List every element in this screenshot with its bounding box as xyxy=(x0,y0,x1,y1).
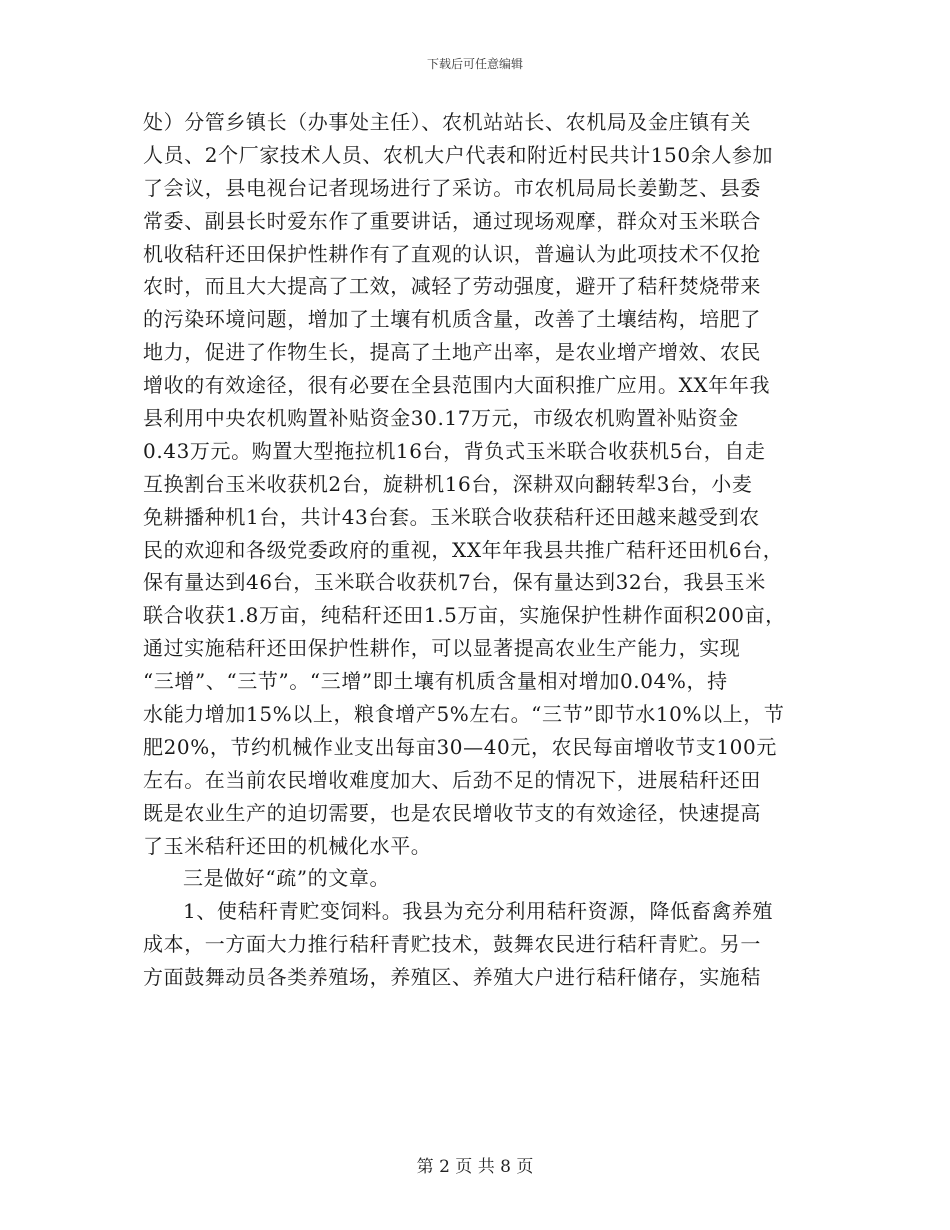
text-line: 互换割台玉米收获机2台，旋耕机16台，深耕双向翻转犁3台，小麦 xyxy=(143,471,753,496)
text-line: 联合收获1.8万亩，纯秸秆还田1.5万亩，实施保护性耕作面积200亩， xyxy=(143,603,786,628)
text-line: 了玉米秸秆还田的机械化水平。 xyxy=(143,833,432,858)
document-body xyxy=(143,106,828,994)
text-line: “三增”、“三节”。“三增”即土壤有机质含量相对增加0.04%，持 xyxy=(143,669,728,694)
page-header: 下载后可任意编辑 xyxy=(426,57,523,71)
paragraph-start-line: 三是做好“疏”的文章。 xyxy=(183,866,391,891)
page-number: 第 2 页 共 8 页 xyxy=(416,1157,534,1177)
text-line: 人员、2个厂家技术人员、农机大户代表和附近村民共计150余人参加 xyxy=(143,142,774,167)
text-line: 方面鼓舞动员各类养殖场，养殖区、养殖大户进行秸秆储存，实施秸 xyxy=(143,965,761,990)
text-line: 左右。在当前农民增收难度加大、后劲不足的情况下，进展秸秆还田 xyxy=(143,767,761,792)
text-line: 增收的有效途径，很有必要在全县范围内大面积推广应用。XX年年我 xyxy=(143,373,771,398)
text-line: 处）分管乡镇长（办事处主任）、农机站站长、农机局及金庄镇有关 xyxy=(143,110,751,134)
text-line: 通过实施秸秆还田保护性耕作，可以显著提高农业生产能力，实现 xyxy=(143,636,741,661)
text-line: 的污染环境问题，增加了土壤有机质含量，改善了土壤结构，培肥了 xyxy=(143,307,761,332)
text-line: 肥20%，节约机械作业支出每亩30—40元，农民每亩增收节支100元 xyxy=(143,734,777,759)
text-line: 了会议，县电视台记者现场进行了采访。市农机局局长姜勤芝、县委 xyxy=(143,175,761,200)
text-line: 免耕播种机1台，共计43台套。玉米联合收获秸秆还田越来越受到农 xyxy=(143,504,760,529)
text-line: 水能力增加15%以上，粮食增产5%左右。“三节”即节水10%以上，节 xyxy=(143,702,785,727)
text-line: 既是农业生产的迫切需要，也是农民增收节支的有效途径，快速提高 xyxy=(143,800,761,825)
text-line: 地力，促进了作物生长，提高了土地产出率，是农业增产增效、农民 xyxy=(143,340,761,365)
text-line: 机收秸秆还田保护性耕作有了直观的认识，普遍认为此项技术不仅抢 xyxy=(143,241,761,266)
text-line: 常委、副县长时爱东作了重要讲话，通过现场观摩，群众对玉米联合 xyxy=(143,208,761,233)
text-line: 农时，而且大大提高了工效，减轻了劳动强度，避开了秸秆焚烧带来 xyxy=(143,274,761,299)
text-line: 0.43万元。购置大型拖拉机16台，背负式玉米联合收获机5台，自走 xyxy=(143,438,766,463)
text-line: 民的欢迎和各级党委政府的重视，XX年年我县共推广秸秆还田机6台， xyxy=(143,537,784,562)
paragraph-start-line: 1、使秸秆青贮变饲料。我县为充分利用秸秆资源，降低畜禽养殖 xyxy=(183,899,774,924)
text-line: 保有量达到46台，玉米联合收获机7台，保有量达到32台，我县玉米 xyxy=(143,570,766,595)
text-line: 成本，一方面大力推行秸秆青贮技术，鼓舞农民进行秸秆青贮。另一 xyxy=(143,932,761,957)
text-line: 县利用中央农机购置补贴资金30.17万元，市级农机购置补贴资金 xyxy=(143,406,739,431)
